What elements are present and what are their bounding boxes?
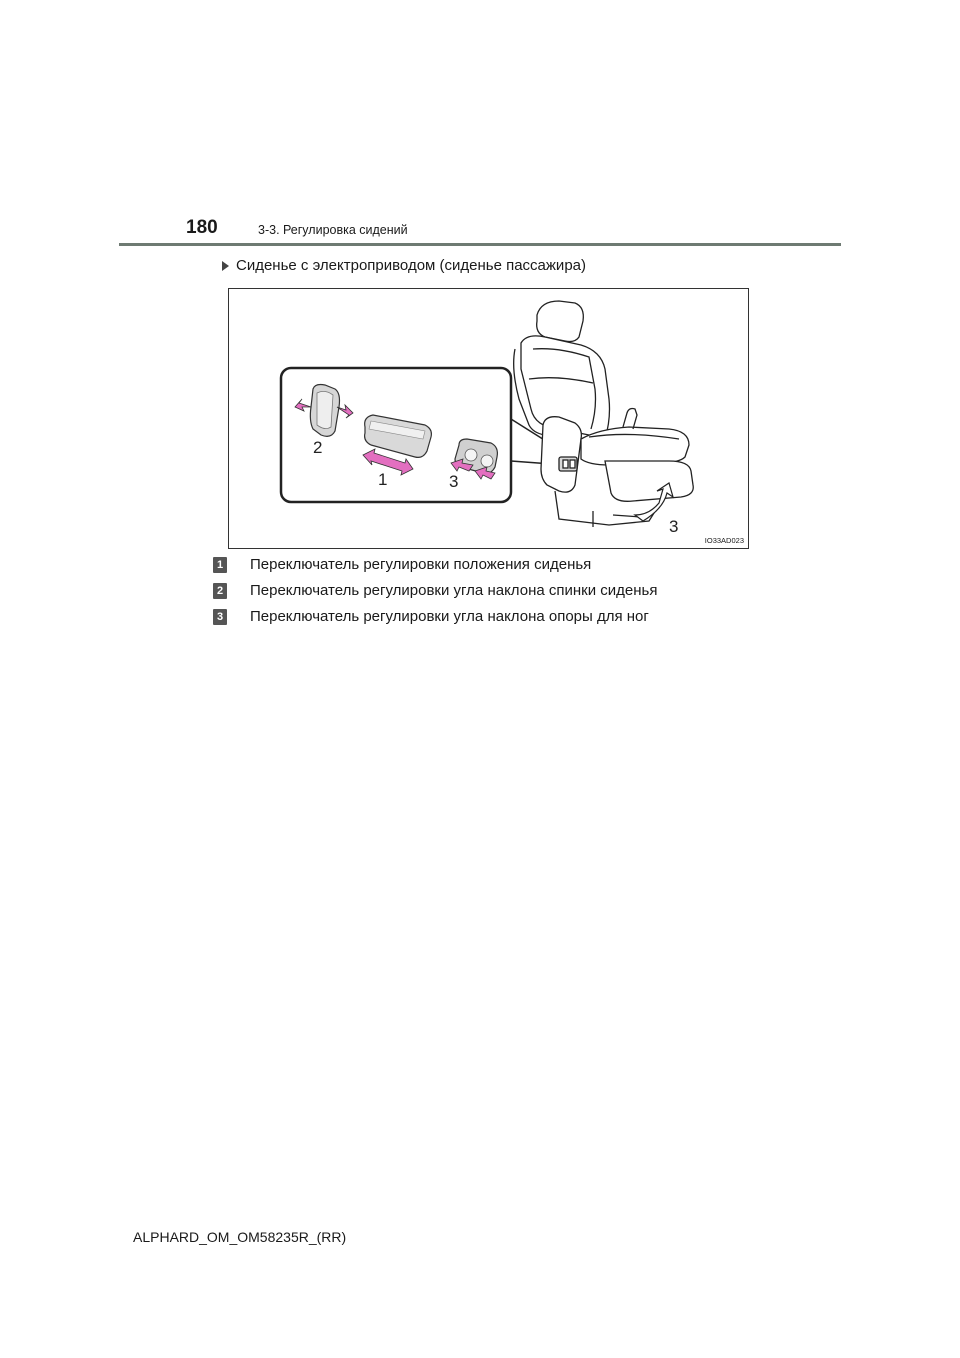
page-number: 180 xyxy=(186,217,218,238)
figure-callout: 3 xyxy=(669,517,679,536)
list-item xyxy=(213,582,657,599)
item-text: Переключатель регулировки угла наклона опоры для ног xyxy=(250,608,649,625)
list-item xyxy=(213,608,649,625)
figure-callout: 2 xyxy=(313,438,323,457)
heading xyxy=(222,257,586,274)
item-number-badge: 2 xyxy=(213,583,227,599)
section-title: 3-3. Регулировка сидений xyxy=(258,223,408,237)
header-rule xyxy=(119,243,841,246)
list-item xyxy=(213,556,591,573)
item-text: Переключатель регулировки положения сиденья xyxy=(250,556,592,573)
bullet-triangle-icon xyxy=(222,261,229,271)
item-number-badge: 3 xyxy=(213,609,227,625)
figure-callout: 1 xyxy=(378,470,388,489)
item-number-badge: 1 xyxy=(213,557,227,573)
figure-callout: 3 xyxy=(449,472,459,491)
seat-illustration xyxy=(228,288,749,549)
heading-text: Сиденье с электроприводом (сиденье пассажира) xyxy=(236,257,586,274)
footer-document-id: ALPHARD_OM_OM58235R_(RR) xyxy=(133,1229,347,1245)
seat-drawing xyxy=(229,289,748,548)
item-text: Переключатель регулировки угла наклона спинки сиденья xyxy=(250,582,658,599)
figure-code: IO33AD023 xyxy=(704,536,744,545)
